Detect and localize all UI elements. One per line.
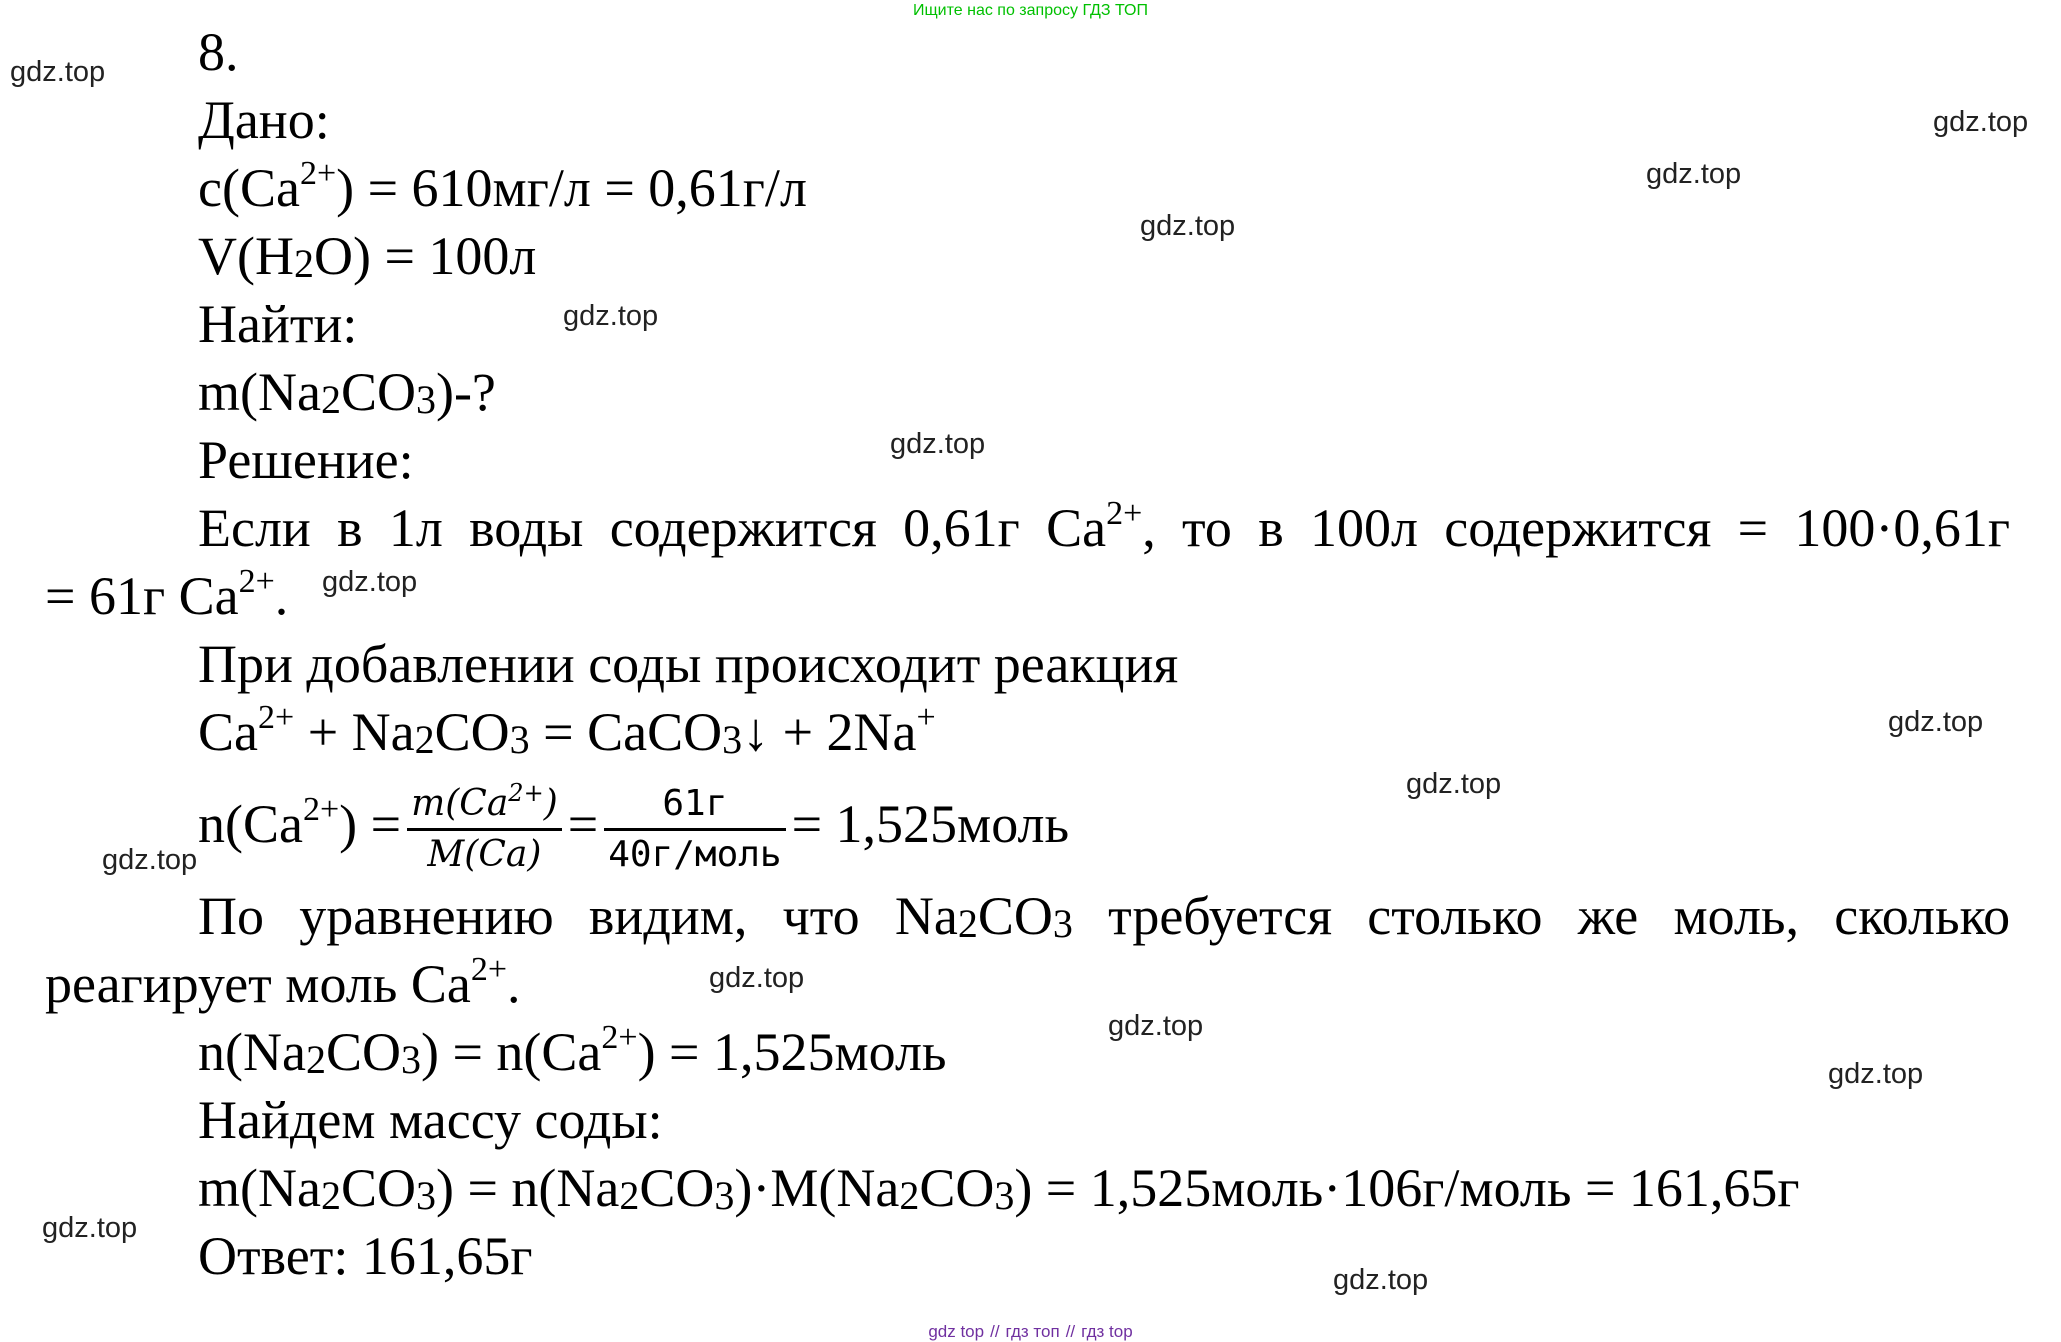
watermark: gdz.top <box>322 566 418 598</box>
top-banner: Ищите нас по запросу ГДЗ ТОП <box>913 2 1148 19</box>
fraction-mass-over-molar: $\frac{m(Ca^{2+})}{M(Ca)}$ <box>407 782 562 877</box>
given-calcium-concentration: $c(Ca^{2+}) = 610мг/л = 0,61г/л$ <box>198 155 807 218</box>
watermark: gdz.top <box>1933 106 2029 138</box>
watermark: gdz.top <box>1108 1010 1204 1042</box>
paragraph-calcium-mass-line1: Если в 1л воды содержится 0,61г $Ca^{2+}$, то в 100л содержится = 100·0,61г <box>198 495 2011 558</box>
watermark: gdz.top <box>10 56 106 88</box>
reaction-equation: $Ca^{2+} + Na_2CO_3$ = CaCO$_3$↓ + 2Na+ <box>198 699 936 762</box>
solution-label: Решение: <box>198 430 414 490</box>
mass-formula: $m(Na_2CO_3) = n(Na_2CO_3)\cdot M(Na_2CO_3)$ = 1,525моль·106г/моль = 161,65г <box>198 1158 1800 1218</box>
watermark: gdz.top <box>1140 210 1236 242</box>
paragraph-equation-ratio-line1: По уравнению видим, что $Na_2CO_3$ требуется столько же моль, сколько <box>198 886 2011 946</box>
watermark: gdz.top <box>1828 1058 1924 1090</box>
na2co3-moles-formula: $n(Na_2CO_3) = n(Ca^{2+})$ = 1,525моль <box>198 1019 947 1082</box>
bottom-banner-link-1: gdz top <box>928 1322 985 1341</box>
given-label: Дано: <box>198 90 330 150</box>
watermark: gdz.top <box>1646 158 1742 190</box>
watermark: gdz.top <box>890 428 986 460</box>
watermark: gdz.top <box>709 962 805 994</box>
watermark: gdz.top <box>1888 706 1984 738</box>
watermark: gdz.top <box>563 300 659 332</box>
watermark: gdz.top <box>1333 1264 1429 1296</box>
watermark: gdz.top <box>42 1212 138 1244</box>
bottom-banner-link-2: гдз топ <box>1005 1322 1060 1341</box>
problem-number: 8. <box>198 22 239 82</box>
bottom-banner: gdz top // гдз топ // гдз top <box>928 1322 1133 1341</box>
paragraph-reaction-intro: При добавлении соды происходит реакция <box>198 634 1179 694</box>
paragraph-calcium-mass-line2: = 61г $Ca^{2+}$. <box>45 563 289 626</box>
calcium-moles-formula: $n(Ca^{2+})$ = $\frac{m(Ca^{2+})}{M(Ca)}$ = $\frac{61г}{\text{40г/моль}}$ = 1,525моль <box>198 779 1070 875</box>
fraction-numeric: $\frac{61г}{\text{40г/моль}}$ <box>604 782 785 877</box>
find-mass-na2co3: $m(Na_2CO_3)-$? <box>198 362 496 422</box>
bottom-banner-link-3: гдз top <box>1081 1322 1133 1341</box>
find-label: Найти: <box>198 294 358 354</box>
mass-label: Найдем массу соды: <box>198 1090 663 1150</box>
paragraph-equation-ratio-line2: реагирует моль $Ca^{2+}$. <box>45 951 521 1014</box>
answer: Ответ: 161,65г <box>198 1226 533 1286</box>
watermark: gdz.top <box>1406 768 1502 800</box>
given-water-volume: $V(H_2O) = 100л$ <box>198 226 537 286</box>
watermark: gdz.top <box>102 844 198 876</box>
